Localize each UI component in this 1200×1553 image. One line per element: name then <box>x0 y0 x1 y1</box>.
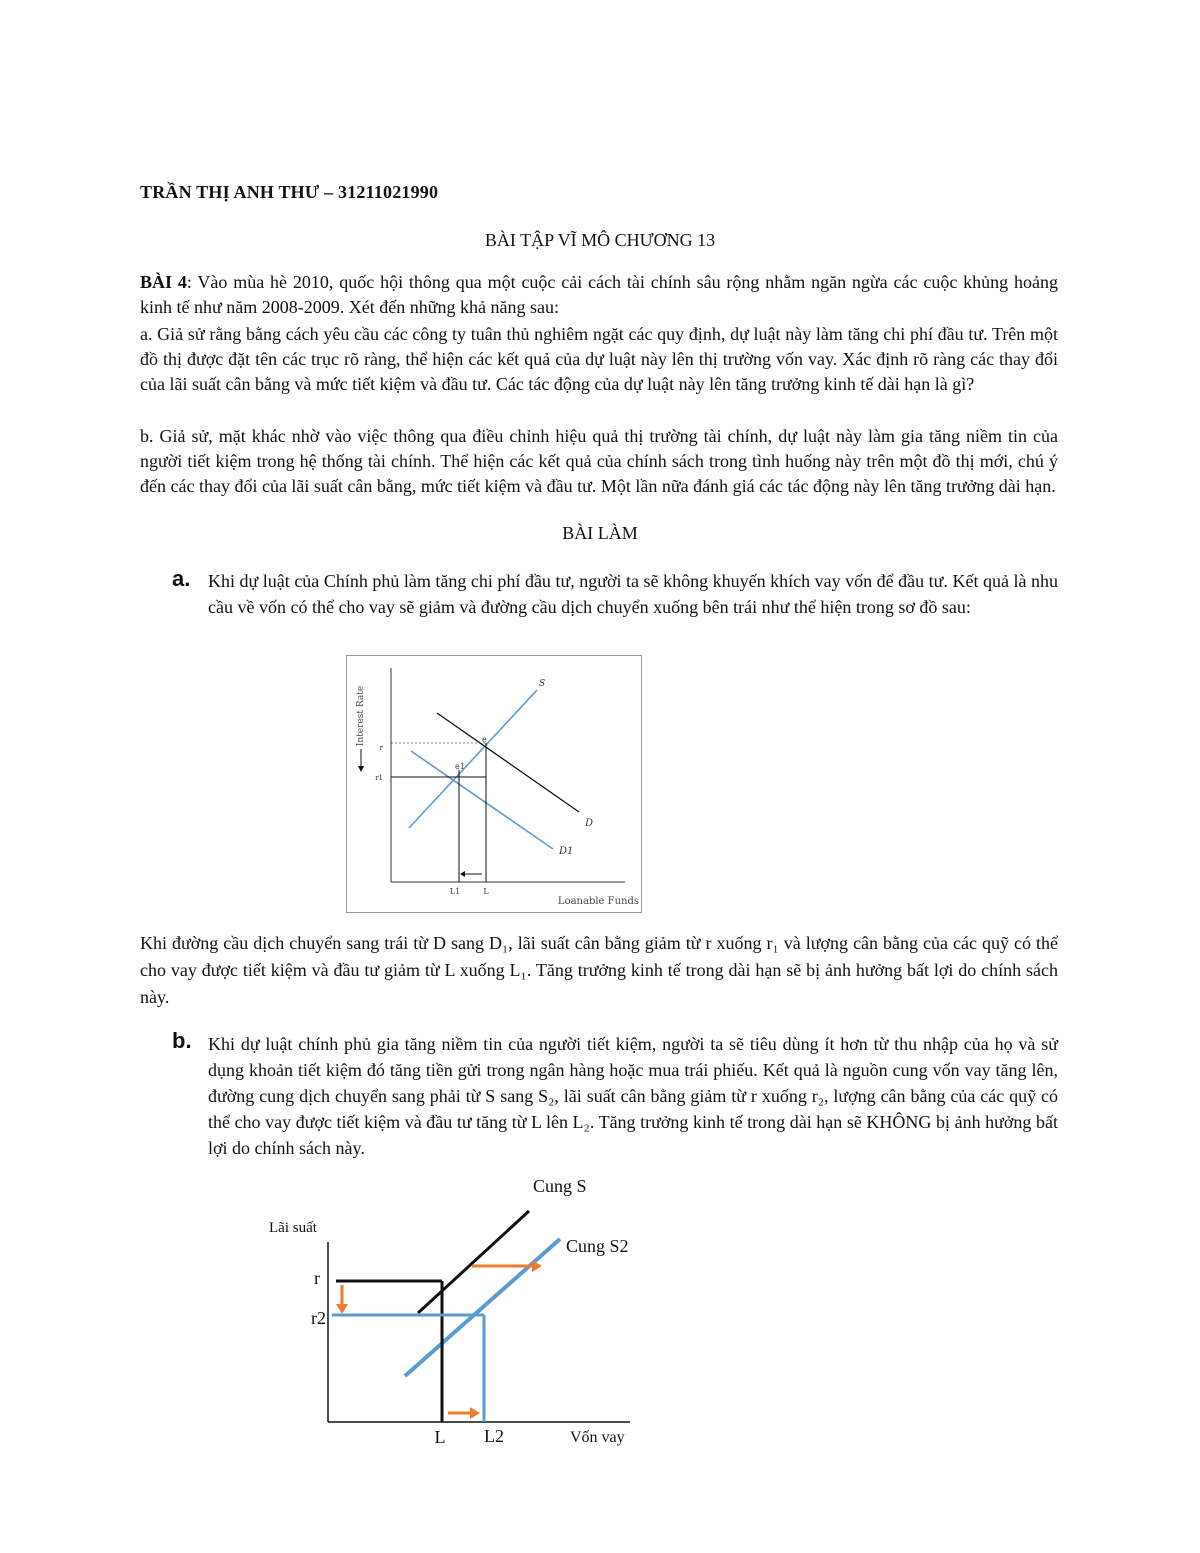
supply-curve-s <box>418 1211 529 1313</box>
point-label-e1: e1 <box>455 762 465 771</box>
x-tick-l2: L2 <box>484 1426 504 1446</box>
figure-supply-shift <box>250 1170 700 1460</box>
demand-curve-d1 <box>411 751 553 849</box>
x-tick-l: L <box>434 1427 446 1447</box>
interest-down-arrowhead <box>358 766 364 772</box>
chart-supply-shift <box>250 1170 700 1460</box>
y-tick-r1: r1 <box>375 774 383 782</box>
answer-a-marker: a. <box>172 566 191 591</box>
supply-curve-s <box>409 690 537 828</box>
author-line: TRẦN THỊ ANH THƯ – 31211021990 <box>140 182 439 202</box>
answer-a-conclusion: Khi đường cầu dịch chuyển sang trái từ D sang D₁, lãi suất cân bằng giảm từ r xuống r₁ và lượng cân bằng của các quỹ có thể cho vay được tiết kiệm và đầu tư giảm từ L xuống L₁. Tăng trưởng kinh tế trong dài hạn sẽ bị ảnh hưởng bất lợi do chính sách này. <box>140 933 1058 1007</box>
y-tick-r: r <box>314 1268 320 1288</box>
demand-label-d1: D1 <box>559 846 574 857</box>
x-axis-label: Vốn vay <box>570 1429 625 1446</box>
problem-intro <box>140 270 1058 320</box>
point-label-e: e <box>482 735 487 744</box>
chart-demand-shift <box>347 656 641 912</box>
y-axis-label: Lãi suất <box>269 1220 317 1236</box>
quantity-right-arrowhead <box>470 1407 480 1419</box>
problem-part-a: a. Giả sử rằng bằng cách yêu cầu các công ty tuân thủ nghiêm ngặt các quy định, dự luật này làm tăng chi phí đầu tư. Trên một đồ thị được đặt tên các trục rõ ràng, thể hiện các kết quả của dự luật này lên thị trường vốn vay. Xác định rõ ràng các thay đổi của lãi suất cân bằng và mức tiết kiệm và đầu tư. Các tác động của dự luật này lên tăng trưởng kinh tế dài hạn là gì? <box>140 324 1058 394</box>
demand-label-d: D <box>585 818 594 829</box>
answer-b-text: Khi dự luật chính phủ gia tăng niềm tin của người tiết kiệm, người ta sẽ tiêu dùng ít hơn từ thu nhập của họ và sử dụng khoản tiết kiệm đó tăng tiền gửi trong ngân hàng hoặc mua trái phiếu. Kết quả là nguồn cung vốn vay tăng lên, đường cung dịch chuyển sang phải từ S sang S₂, lãi suất cân bằng giảm từ r xuống r₂, lượng cân bằng của các quỹ có thể cho vay được tiết kiệm và đầu tư tăng từ L lên L₂. Tăng trưởng kinh tế trong dài hạn sẽ KHÔNG bị ảnh hưởng bất lợi do chính sách này. <box>208 1034 1058 1158</box>
supply-label-s: S <box>539 679 546 689</box>
quantity-left-arrowhead <box>460 871 465 877</box>
x-axis-label: Loanable Funds <box>557 896 639 907</box>
y-tick-r: r <box>379 744 383 752</box>
rate-down-arrowhead <box>336 1304 348 1314</box>
problem-intro-text: : Vào mùa hè 2010, quốc hội thông qua một cuộc cải cách tài chính sâu rộng nhằm ngăn ngừa các cuộc khủng hoảng kinh tế như năm 2008-2009. Xét đến những khả năng sau: <box>140 272 1058 317</box>
figure-demand-shift <box>346 655 642 913</box>
x-tick-l1: L1 <box>449 887 461 896</box>
answer-heading: BÀI LÀM <box>562 523 638 543</box>
y-tick-r2: r2 <box>311 1308 326 1328</box>
supply-label-s2: Cung S2 <box>566 1236 629 1256</box>
y-axis-label: Interest Rate <box>356 685 366 747</box>
problem-part-b: b. Giả sử, mặt khác nhờ vào việc thông qua điều chỉnh hiệu quả thị trường tài chính, dự luật này làm gia tăng niềm tin của người tiết kiệm trong hệ thống tài chính. Thể hiện các kết quả của chính sách trong tình huống này trên một đồ thị mới, chú ý đến các thay đổi của lãi suất cân bằng, mức tiết kiệm và đầu tư. Một lần nữa đánh giá các tác động này lên tăng trưởng dài hạn. <box>140 426 1058 496</box>
x-tick-l: L <box>483 887 489 896</box>
supply-label-s: Cung S <box>533 1176 587 1196</box>
answer-a-text: Khi dự luật của Chính phủ làm tăng chi phí đầu tư, người ta sẽ không khuyến khích vay vốn để đầu tư. Kết quả là nhu cầu về vốn có thể cho vay sẽ giảm và đường cầu dịch chuyển xuống bên trái như thể hiện trong sơ đồ sau: <box>208 571 1058 617</box>
problem-label: BÀI 4 <box>140 272 187 292</box>
answer-b-marker: b. <box>172 1028 192 1053</box>
page-title: BÀI TẬP VĨ MÔ CHƯƠNG 13 <box>484 230 716 250</box>
